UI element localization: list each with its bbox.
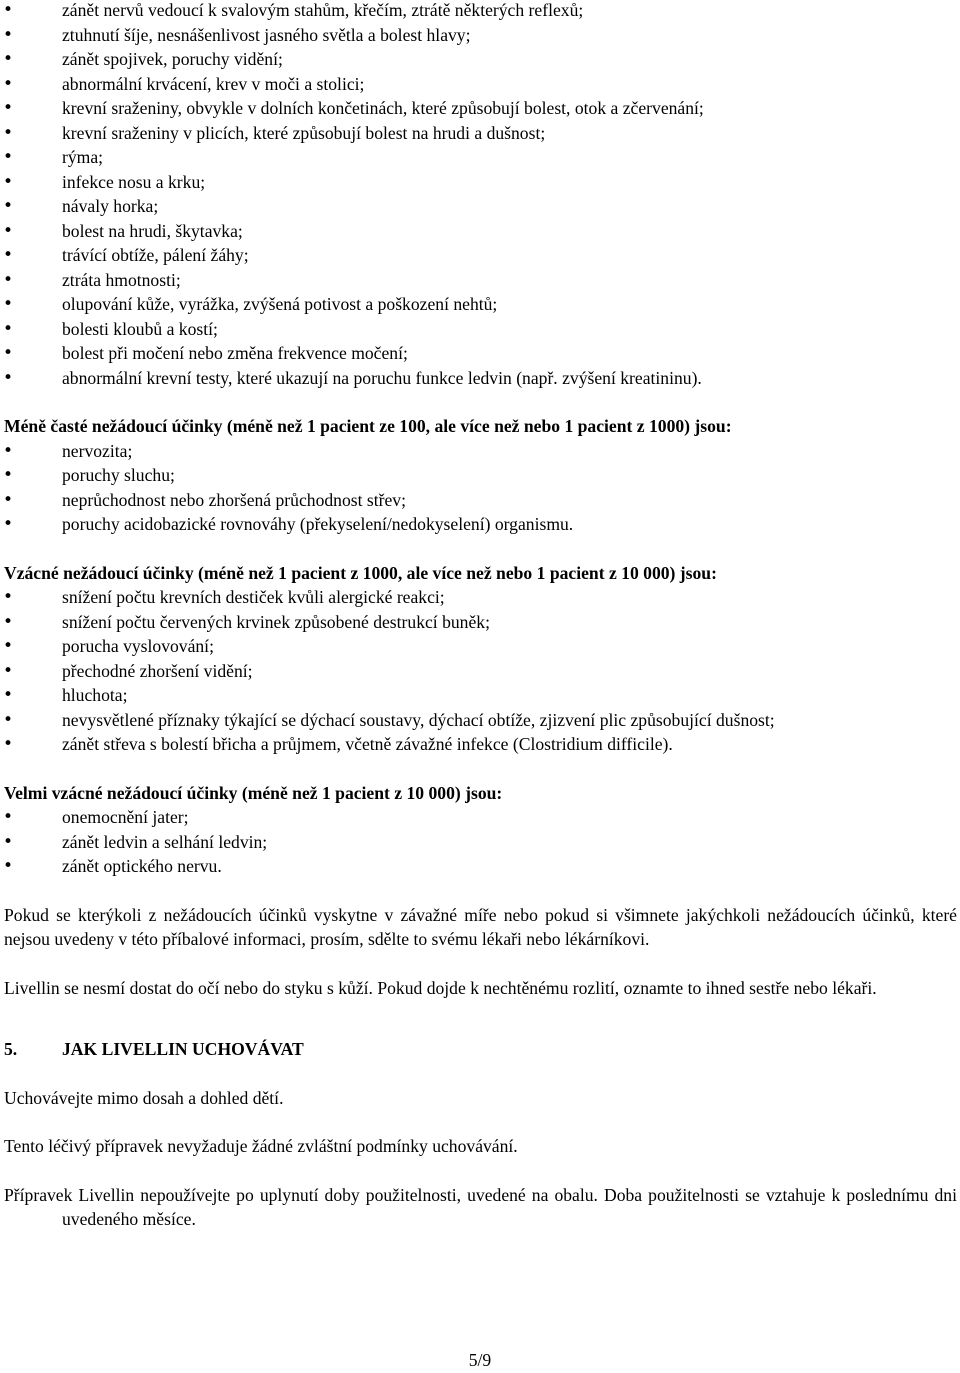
list-item: • ztuhnutí šíje, nesnášenlivost jasného světla a bolest hlavy; xyxy=(0,23,960,48)
list-item: • krevní sraženiny, obvykle v dolních končetinách, které způsobují bolest, otok a zčervenání; xyxy=(0,96,960,121)
list-item: • snížení počtu červených krvinek způsobené destrukcí buněk; xyxy=(0,610,960,635)
list-item: • abnormální krevní testy, které ukazují na poruchu funkce ledvin (např. zvýšení kreatininu). xyxy=(0,366,960,391)
uncommon-list xyxy=(0,439,960,537)
very-rare-list xyxy=(0,805,960,879)
storage-paragraph-3: Přípravek Livellin nepoužívejte po uplynutí doby použitelnosti, uvedené na obalu. Doba použitelnosti se vztahuje k poslednímu dni uvedeného měsíce. xyxy=(4,1184,957,1229)
list-item: • poruchy sluchu; xyxy=(0,463,960,488)
list-item: • ztráta hmotnosti; xyxy=(0,268,960,293)
section-5-heading xyxy=(0,1037,960,1062)
storage-paragraph-2: Tento léčivý přípravek nevyžaduje žádné zvláštní podmínky uchovávání. xyxy=(4,1136,518,1156)
rare-heading: Vzácné nežádoucí účinky (méně než 1 pacient z 1000, ale více než nebo 1 pacient z 10 000) jsou: xyxy=(4,562,717,583)
section-number: 5. xyxy=(4,1039,18,1059)
page-number: 5/9 xyxy=(468,1350,492,1370)
rare-list xyxy=(0,585,960,757)
list-item: • olupování kůže, vyrážka, zvýšená potivost a poškození nehtů; xyxy=(0,292,960,317)
list-item: • nevysvětlené příznaky týkající se dýchací soustavy, dýchací obtíže, zjizvení plic způsobující dušnost; xyxy=(0,708,960,733)
very-rare-heading: Velmi vzácné nežádoucí účinky (méně než 1 pacient z 10 000) jsou: xyxy=(4,782,503,803)
list-item: • krevní sraženiny v plicích, které způsobují bolest na hrudi a dušnost; xyxy=(0,121,960,146)
list-item: • zánět ledvin a selhání ledvin; xyxy=(0,830,960,855)
list-item: • neprůchodnost nebo zhoršená průchodnost střev; xyxy=(0,488,960,513)
list-item: • zánět nervů vedoucí k svalovým stahům, křečím, ztrátě některých reflexů; xyxy=(0,0,960,23)
storage-paragraph-1: Uchovávejte mimo dosah a dohled dětí. xyxy=(4,1087,284,1108)
list-item: • porucha vyslovování; xyxy=(0,634,960,659)
list-item: • návaly horka; xyxy=(0,194,960,219)
report-side-effects-paragraph: Pokud se kterýkoli z nežádoucích účinků vyskytne v závažné míře nebo pokud si všimnete jakýchkoli nežádoucích účinků, které nejsou uvedeny v této příbalové informaci, prosím, sdělte to svému lékaři nebo lékárníkovi. xyxy=(4,904,957,949)
list-item: • rýma; xyxy=(0,145,960,170)
list-item: • bolest při močení nebo změna frekvence močení; xyxy=(0,341,960,366)
list-item: • abnormální krvácení, krev v moči a stolici; xyxy=(0,72,960,97)
list-item: • zánět optického nervu. xyxy=(0,854,960,879)
list-item: • zánět spojivek, poruchy vidění; xyxy=(0,47,960,72)
list-item: • hluchota; xyxy=(0,683,960,708)
list-item: • snížení počtu krevních destiček kvůli alergické reakci; xyxy=(0,585,960,610)
list-item: • bolest na hrudi, škytavka; xyxy=(0,219,960,244)
list-item: • nervozita; xyxy=(0,439,960,464)
list-item: • infekce nosu a krku; xyxy=(0,170,960,195)
list-item: • bolesti kloubů a kostí; xyxy=(0,317,960,342)
list-item: • přechodné zhoršení vidění; xyxy=(0,659,960,684)
uncommon-heading: Méně časté nežádoucí účinky (méně než 1 pacient ze 100, ale více než nebo 1 pacient z 1000) jsou: xyxy=(4,416,732,436)
list-item: • trávící obtíže, pálení žáhy; xyxy=(0,243,960,268)
list-item: • poruchy acidobazické rovnováhy (překyselení/nedokyselení) organismu. xyxy=(0,512,960,537)
list-item: • onemocnění jater; xyxy=(0,805,960,830)
side-effects-list-continued xyxy=(0,0,960,390)
section-title: JAK LIVELLIN UCHOVÁVAT xyxy=(62,1039,304,1059)
eye-contact-paragraph: Livellin se nesmí dostat do očí nebo do styku s kůží. Pokud dojde k nechtěnému rozlití, oznamte to ihned sestře nebo lékaři. xyxy=(4,977,877,998)
list-item: • zánět střeva s bolestí břicha a průjmem, včetně závažné infekce (Clostridium difficile). xyxy=(0,732,960,757)
